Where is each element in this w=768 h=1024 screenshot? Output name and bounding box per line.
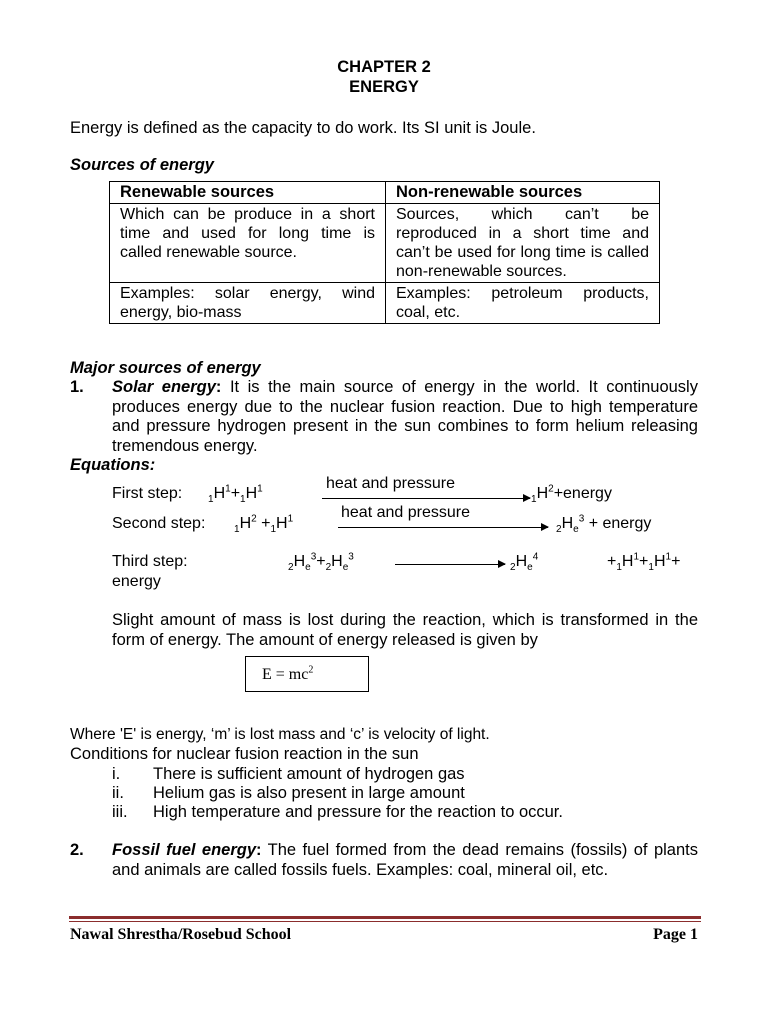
table-header-nonrenewable: Non-renewable sources: [386, 182, 660, 204]
step2-label: Second step:: [112, 515, 206, 532]
step1-label: First step:: [112, 485, 183, 502]
intro-paragraph: Energy is defined as the capacity to do work. Its SI unit is Joule.: [70, 119, 536, 137]
sources-heading: Sources of energy: [70, 156, 214, 174]
sources-table: [109, 181, 660, 324]
list-item: There is sufficient amount of hydrogen gas: [153, 765, 465, 783]
where-line: Where 'E' is energy, ‘m’ is lost mass and ‘c’ is velocity of light.: [70, 726, 490, 743]
footer-author: Nawal Shrestha/Rosebud School: [70, 926, 292, 943]
fossil-paragraph: [112, 841, 698, 880]
step1-reactants: $_1H^1+_1H^1$: [208, 483, 263, 506]
formula-box: [245, 656, 369, 692]
condition-label-1: heat and pressure: [326, 475, 455, 492]
fossil-colon: :: [256, 841, 262, 859]
solar-paragraph: [112, 378, 698, 456]
step3-label: Third step:: [112, 553, 188, 570]
list-item-number: i.: [112, 765, 121, 783]
formula-text: $E = mc^2$: [262, 664, 314, 683]
step2-reactants: $_1H^2 +_1H^1$: [234, 513, 294, 536]
list-item: High temperature and pressure for the reaction to occur.: [153, 803, 563, 821]
step3-product-helium: $_2H_e^4$: [510, 551, 539, 574]
list-item-number: iii.: [112, 803, 128, 821]
chapter-number: CHAPTER 2: [337, 58, 431, 76]
equations-heading: Equations:: [70, 456, 156, 474]
table-header-renewable: Renewable sources: [110, 182, 386, 204]
solar-number: 1.: [70, 378, 84, 396]
condition-label-2: heat and pressure: [341, 504, 470, 521]
table-row: [110, 283, 660, 324]
table-cell: Sources, which can’t be reproduced in a short time and can’t be used for long time is called non-renewable sources.: [386, 204, 660, 283]
table-cell: Which can be produce in a short time and used for long time is called renewable source.: [110, 204, 386, 283]
step3-product-hydrogen: $+_1H^1+_1H^1+$: [607, 551, 681, 574]
list-item: Helium gas is also present in large amount: [153, 784, 465, 802]
table-header-row: [110, 182, 660, 204]
page-number: Page 1: [653, 926, 698, 943]
major-sources-heading: Major sources of energy: [70, 359, 261, 377]
list-item-number: ii.: [112, 784, 124, 802]
step3-energy: energy: [112, 573, 161, 590]
step1-products: $_1H^2+energy$: [531, 483, 612, 506]
reaction-arrow-2: [338, 527, 548, 528]
solar-text: It is the main source of energy in the world. It continuously produces energy due to the nuclear fusion reaction. Due to high temperature and pressure hydrogen present in the sun combines to form helium releasing tremendous energy.: [112, 378, 698, 455]
table-row: [110, 204, 660, 283]
conditions-heading: Conditions for nuclear fusion reaction in the sun: [70, 745, 419, 763]
solar-title: Solar energy: [112, 378, 216, 396]
chapter-title: ENERGY: [349, 78, 419, 96]
footer-rule-thick: [69, 916, 701, 919]
table-cell: Examples: solar energy, wind energy, bio-mass: [110, 283, 386, 324]
reaction-arrow-1: [322, 498, 530, 499]
step2-products: $_2H_e^3$ + energy: [556, 513, 652, 536]
step3-reactants: $_2H_e^3+_2H_e^3$: [288, 551, 354, 574]
solar-colon: :: [215, 378, 222, 396]
fossil-text: The fuel formed from the dead remains (fossils) of plants and animals are called fossils fuels. Examples: coal, mineral oil, etc.: [112, 841, 698, 879]
table-cell: Examples: petroleum products, coal, etc.: [386, 283, 660, 324]
footer-rule-thin: [69, 921, 701, 922]
mass-paragraph: Slight amount of mass is lost during the reaction, which is transformed in the form of energy. The amount of energy released is given by: [112, 611, 698, 649]
reaction-arrow-3: [395, 564, 505, 565]
fossil-number: 2.: [70, 841, 84, 859]
fossil-title: Fossil fuel energy: [112, 841, 257, 859]
